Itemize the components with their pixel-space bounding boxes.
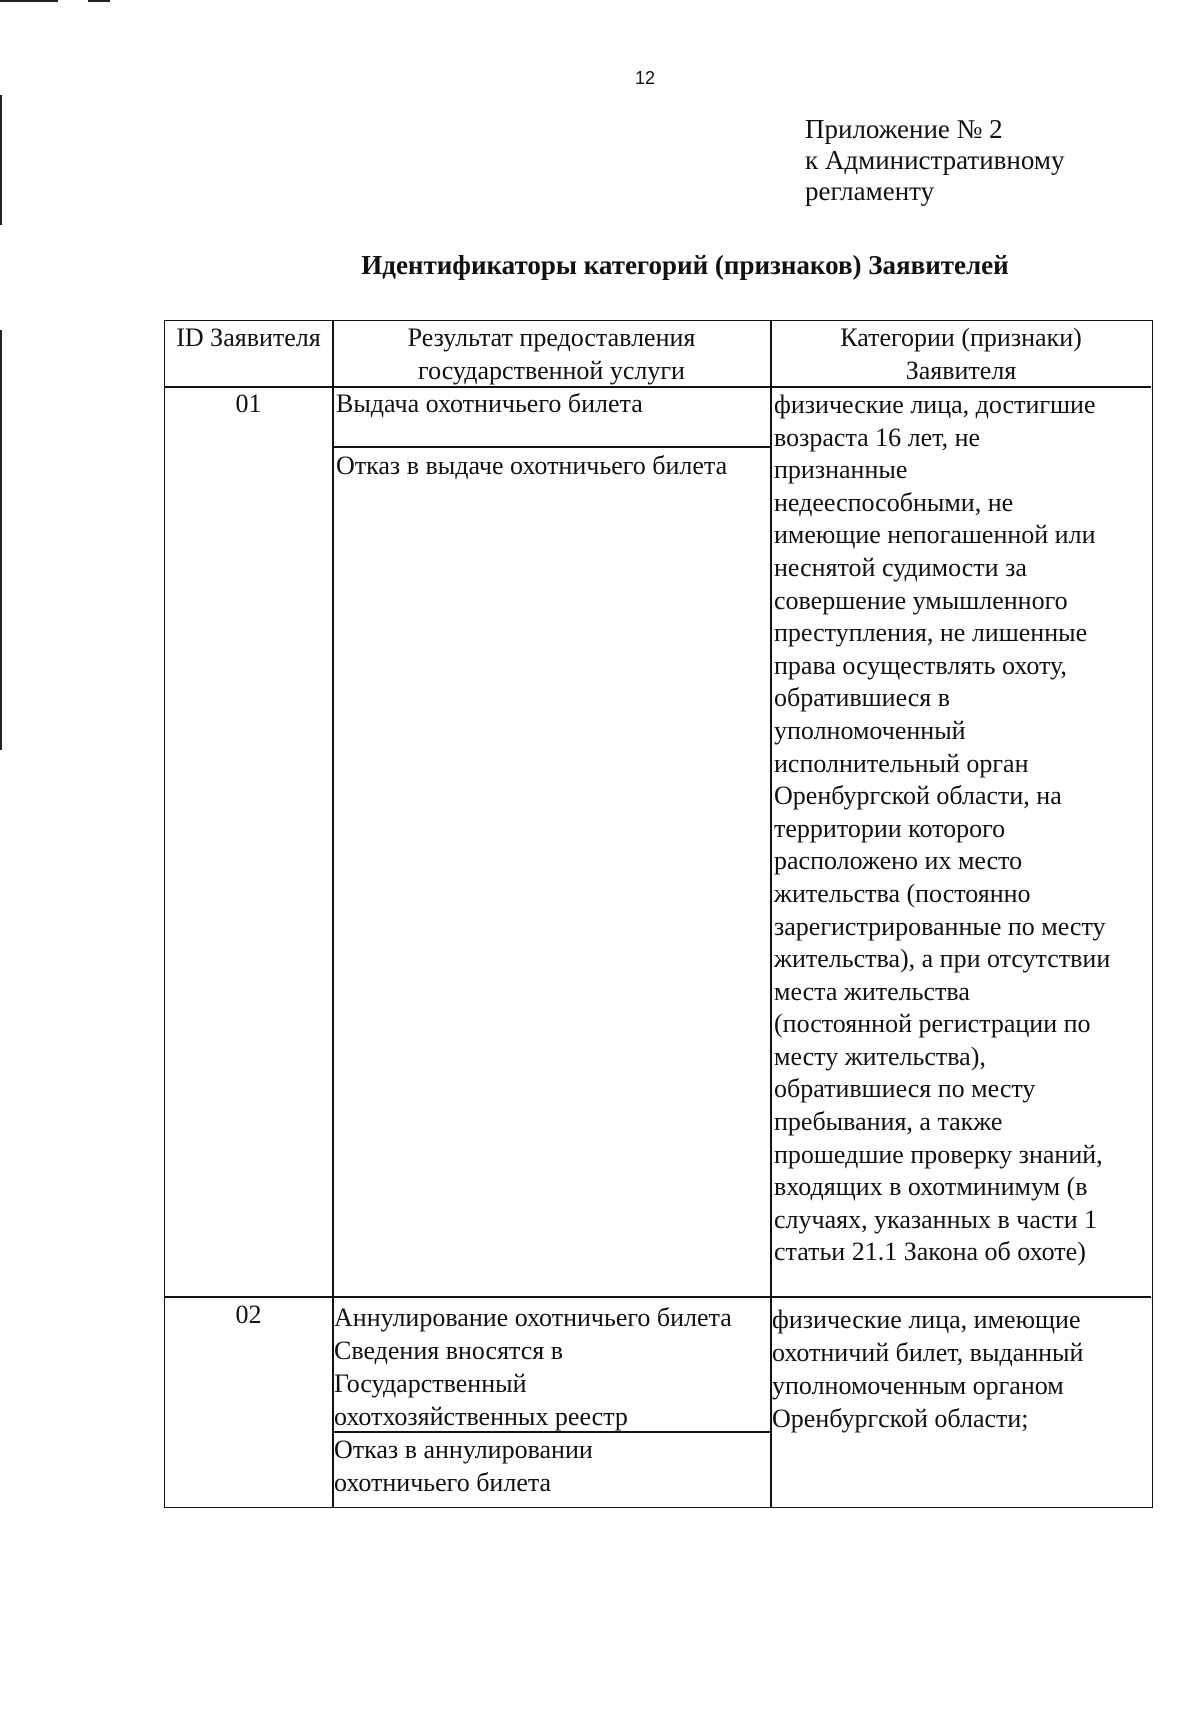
row-01-id: 01 xyxy=(235,389,262,418)
header-result: Результат предоставления государственной услуги xyxy=(407,323,696,385)
header-category: Категории (признаки) Заявителя xyxy=(840,323,1082,385)
row-01-result-2: Отказ в выдаче охотничьего билета xyxy=(336,451,728,480)
row-01-category: физические лица, достигшие возраста 16 лет, не признанные недееспособными, не имеющие непогашенной или неснятой судимости за совершение умышленного преступления, не лишенные права осуществлять охоту, обратившиеся в уполномоченный исполнительный орган Оренбургской области, на территории которого расположено их место жительства (постоянно зарегистрированные по месту жительства), а при отсутствии места жительства (постоянной регистрации по месту жительства), обратившиеся по месту пребывания, а также прошедшие проверку знаний, входящих в охотминимум (в случаях, указанных в части 1 статьи 21.1 Закона об охоте) xyxy=(774,390,1111,1267)
row-01-result-1: Выдача охотничьего билета xyxy=(336,389,643,418)
appendix-note xyxy=(805,114,1064,207)
row-02-id: 02 xyxy=(235,1300,262,1329)
table-row-divider xyxy=(332,446,772,448)
scan-edge-mark xyxy=(0,330,2,750)
scan-edge-mark xyxy=(0,95,2,225)
applicant-categories-table xyxy=(164,320,1153,1508)
document-title: Идентификаторы категорий (признаков) Заявителей xyxy=(361,250,1009,280)
row-02-result-1: Аннулирование охотничьего билета Сведения вносятся в Государственный охотхозяйственных реестр xyxy=(334,1303,732,1431)
appendix-line-3: регламенту xyxy=(805,176,935,206)
header-id: ID Заявителя xyxy=(176,323,321,352)
row-02-result-2: Отказ в аннулировании охотничьего билета xyxy=(334,1435,593,1497)
row-02-category: физические лица, имеющие охотничий билет, выданный уполномоченным органом Оренбургской области; xyxy=(772,1305,1084,1433)
scan-edge-mark xyxy=(0,0,58,2)
appendix-line-2: к Административному xyxy=(805,145,1065,175)
appendix-line-1: Приложение № 2 xyxy=(805,114,1003,144)
scan-edge-mark xyxy=(88,0,110,2)
page-number: 12 xyxy=(634,68,656,88)
